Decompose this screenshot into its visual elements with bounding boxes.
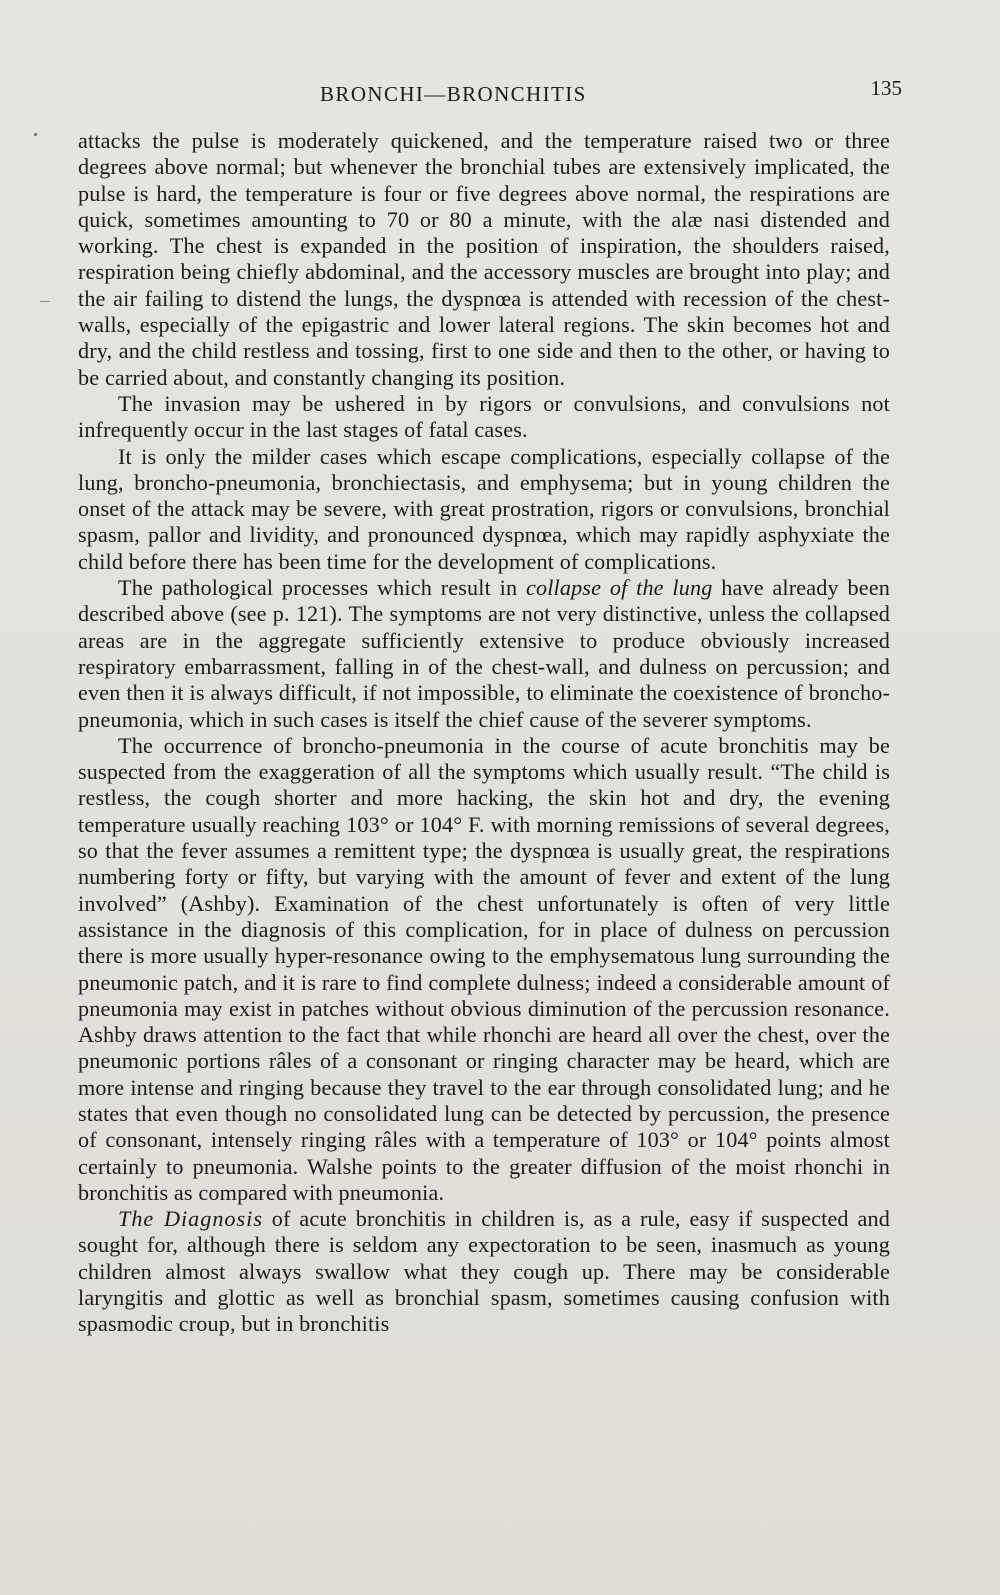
paragraph — [78, 1206, 890, 1337]
page-speck — [34, 133, 37, 136]
text-run: It is only the milder cases which escape complications, especially collapse of the lung, broncho-pneumonia, bronchiectasis, and emphysema; but in young children the onset of the attack may be severe, with great prostration, rigors or convulsions, bronchial spasm, pallor and lividity, and pronounced dyspnœa, which may rapidly asphyxiate the child before there has been time for the development of complications. — [78, 443, 890, 574]
paragraph — [78, 128, 890, 391]
page-header — [78, 72, 902, 106]
paragraph — [78, 444, 890, 575]
italic-phrase: collapse of the lung — [525, 575, 713, 601]
text-run: The pathological processes which result in — [118, 575, 526, 601]
section-lead: The Diagnosis — [118, 1206, 263, 1232]
running-title: BRONCHI—BRONCHITIS — [320, 82, 587, 106]
text-run: attacks the pulse is moderately quickened, and the temperature raised two or three degrees above normal; but whenever the bronchial tubes are extensively implicated, the pulse is hard, the temperature is four or five degrees above normal, the respirations are quick, sometimes amounting to 70 or 80 a minute, with the alæ nasi distended and working. The chest is expanded in the position of inspiration, the shoulders raised, respiration being chiefly abdominal, and the accessory muscles are brought into play; and the air failing to distend the lungs, the dyspnœa is attended with recession of the chest-walls, especially of the epigastric and lower lateral regions. The skin becomes hot and dry, and the child restless and tossing, first to one side and then to the other, or having to be carried about, and constantly changing its position. — [78, 128, 890, 390]
paragraph — [78, 575, 890, 733]
paragraph — [78, 391, 890, 444]
text-run: have already been described above (see p. 121). The symptoms are not very distinctive, unless the collapsed areas are in the aggregate sufficiently extensive to produce obviously increased respiratory embarrassment, falling in of the chest-wall, and dulness on percussion; and even then it is always difficult, if not impossible, to eliminate the coexistence of broncho-pneumonia, which in such cases is itself the chief cause of the severer symptoms. — [78, 575, 890, 732]
margin-mark — [40, 301, 50, 302]
paragraph — [78, 733, 890, 1206]
text-run: The occurrence of broncho-pneumonia in the course of acute bronchitis may be suspected from the exaggeration of all the symptoms which usually result. “The child is restless, the cough shorter and more hacking, the skin hot and dry, the evening temperature usually reaching 103° or 104° F. with morning remissions of several degrees, so that the fever assumes a remittent type; the dyspnœa is usually great, the respirations numbering forty or fifty, but varying with the amount of fever and extent of the lung involved” (Ashby). Examination of the chest unfortunately is often of very little assistance in the diagnosis of this complication, for in place of dulness on percussion there is more usually hyper-resonance owing to the emphysematous lung surrounding the pneumonic patch, and it is rare to find complete dulness; indeed a considerable amount of pneumonia may exist in patches without obvious diminution of the percussion resonance. Ashby draws attention to the fact that while rhonchi are heard all over the chest, over the pneumonic portions râles of a consonant or ringing character may be heard, which are more intense and ringing because they travel to the ear through consolidated lung; and he states that even though no consolidated lung can be detected by percussion, the presence of consonant, intensely ringing râles with a temperature of 103° or 104° points almost certainly to pneumonia. Walshe points to the greater diffusion of the moist rhonchi in bronchitis as compared with pneumonia. — [78, 732, 890, 1205]
text-run: of acute bronchitis in children is, as a rule, easy if suspected and sought for, although there is seldom any expectoration to be seen, inasmuch as young children almost always swallow what they cough up. There may be considerable laryngitis and glottic as well as bronchial spasm, sometimes causing confusion with spasmodic croup, but in bronchitis — [78, 1206, 890, 1337]
body-text — [78, 128, 890, 1338]
page-number: 135 — [870, 76, 902, 100]
text-run: The invasion may be ushered in by rigors or convulsions, and convulsions not infrequently occur in the last stages of fatal cases. — [78, 390, 890, 443]
